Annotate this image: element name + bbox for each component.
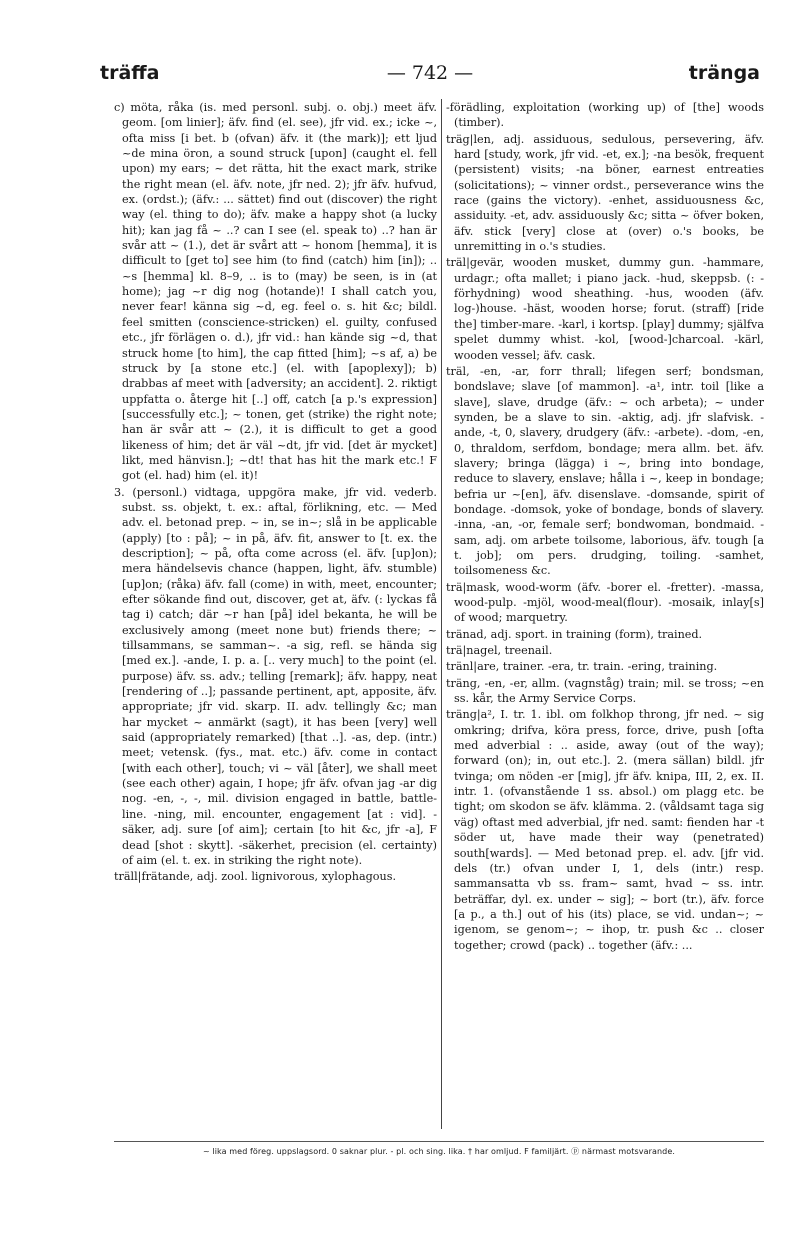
footer-divider [114,1141,764,1142]
right-column [446,100,764,954]
dictionary-entry: träng|a², I. tr. 1. ibl. om folkhop throng, jfr ned. ~ sig omkring; drifva, köra press, force, drive, push [ofta med adverbial : .. aside, away (out of the way); forward (on); in, out etc.]. 2. (mera sällan) bildl. jfr tvinga; om nöden -er [mig], jfr äfv. knipa, III, 2, ex. II. intr. 1. (ofvanstående 1 ss. absol.) om plagg etc. be tight; om skodon se äfv. klämma. 2. (våldsamt taga sig väg) oftast med adverbial, jfr ned. samt: fienden har -t söder ut, have made their way (penetrated) south[wards]. — Med betonad prep. el. adv. [jfr vid. dels (tr.) ofvan under I, 1, dels (intr.) resp. sammansatta vb ss. fram~ samt, hvad ~ ss. intr. beträffar, dyl. ex. under ~ sig]; ~ bort (tr.), äfv. force [a p., a th.] out of his (its) place, se vid. undan~; ~ igenom, se genom~; ~ ihop, tr. push &c .. closer together; crowd (pack) .. together (äfv.: ... [446,708,764,952]
dictionary-entry: träll|frätande, adj. zool. lignivorous, xylophagous. [114,870,397,884]
dictionary-entry: trä|nagel, treenail. [446,644,553,658]
dictionary-entry: -förädling, exploitation (working up) of [the] woods (timber). [446,101,764,130]
column-divider [441,99,442,1129]
dictionary-entry: 3. (personl.) vidtaga, uppgöra make, jfr vid. vederb. subst. ss. objekt, t. ex.: aftal, förlikning, etc. — Med adv. el. betonad prep. ~ in, se in~; slå in be applicable (apply) [to : på]; ~ in på, äfv. fit, answer to [t. ex. the description]; ~ på, ofta come across (el. äfv. [up]on); mera händelsevis chance (happen, light, äfv. stumble) [up]on; (råka) äfv. fall (come) in with, meet, encounter; efter sökande find out, discover, get at, äfv. (: lyckas få tag i) catch; där ~r han [på] idel bekanta, he will be exclusively among (meet none but) friends there; ~ tillsammans, se samman~. -a sig, refl. se hända sig [med ex.]. -ande, I. p. a. [.. very much] to the point (el. purpose) äfv. ss. adv.; telling [remark]; äfv. happy, neat [rendering of ..]; passande pertinent, apt, apposite, äfv. appropriate; jfr vid. skarp. II. adv. tellingly &c; man har mycket ~ anmärkt (sagt), it has been [very] well said (appropriately remarked) [that ..]. -as, dep. (intr.) meet; vetensk. (fys., mat. etc.) äfv. come in contact [with each other], touch; vi ~ väl [åter], we shall meet (see each other) again, I hope; jfr äfv. ofvan jag -ar dig nog. -en, -, -, mil. division engaged in battle, battle-line. -ning, mil. encounter, engagement [at : vid]. -säker, adj. sure [of aim]; certain [to hit &c, jfr -a], F dead [shot : skytt]. -säkerhet, precision (el. certainty) of aim (el. t. ex. in striking the right note). [114,485,437,867]
left-column [114,100,437,886]
dictionary-entry: trä|mask, wood-worm (äfv. -borer el. -fretter). -massa, wood-pulp. -mjöl, wood-meal(flour). -mosaik, inlay[s] of wood; marquetry. [446,580,764,625]
abbreviation-legend: ~ lika med föreg. uppslagsord. 0 saknar plur. - pl. och sing. lika. † har omljud. F familjärt. ⓟ närmast motsvarande. [202,1147,676,1156]
dictionary-entry: träg|len, adj. assiduous, sedulous, persevering, äfv. hard [study, work, jfr vid. -et, ex.]; -na besök, frequent (persistent) visits; -na böner, earnest entreaties (solicitations); ~ vinner ordst., perseverance wins the race (gains the victory). -enhet, assiduousness &c, assiduity. -et, adv. assiduously &c; sitta ~ öfver boken, äfv. stick [very] close at (over) o.'s books, be unremitting in o.'s studies. [446,132,764,254]
dictionary-entry: tränad, adj. sport. in training (form), trained. [446,627,703,641]
dictionary-entry: träl|gevär, wooden musket, dummy gun. -hammare, urdagr.; ofta mallet; i piano jack. -hud, skeppsb. (: -förhydning) wood sheathing. -hus, wooden (äfv. log-)house. -häst, wooden horse; forut. (straff) [ride the] timber-mare. -karl, i kortsp. [play] dummy; själfva spelet dummy whist. -kol, [wood-]charcoal. -kärl, wooden vessel; äfv. cask. [446,256,764,362]
left-running-headword: träffa [100,62,160,84]
right-running-headword: tränga [688,62,760,84]
dictionary-entry: c) möta, råka (is. med personl. subj. o. obj.) meet äfv. geom. [om linier]; äfv. find (el. see), jfr vid. ex.; icke ~, ofta miss [i bet. b (ofvan) äfv. it (the mark)]; ett ljud ~de mina öron, a sound struck [upon] (caught el. fell upon) my ears; ~ det rätta, hit the exact mark, strike the right mean (el. äfv. note, jfr ned. 2); jfr äfv. hufvud, ex. (ordst.); (äfv.: ... sättet) find out (discover) the right way (el. thing to do); äfv. make a happy shot (a lucky hit); kan jag få ~ ..? can I see (el. speak to) ..? han är svår att ~ (1.), det är svårt att ~ honom [hemma], it is difficult to [get to] see him (to find (catch) him [in]); .. ~s [hemma] kl. 8–9, .. is to (may) be seen, is in (at home); jag ~r dig nog (hotande)! I shall catch you, never fear! känna sig ~d, eg. feel o. s. hit &c; bildl. feel smitten (conscience-stricken) el. guilty, confused etc., jfr förlägen o. d.), jfr vid.: han kände sig ~d, that struck home [to him], the cap fitted [him]; ~s af, a) be struck by [a stone etc.] (el. with [apoplexy]); b) drabbas af meet with [adversity; an accident]. 2. riktigt uppfatta o. återge hit [..] off, catch [a p.'s expression] [successfully etc.]; ~ tonen, get (strike) the right note; han är svår att ~ (2.), it is difficult to get a good likeness of him; det är väl ~dt, jfr vid. [det är mycket] likt, med hänvisn.]; ~dt! that has hit the mark etc.! F got (el. had) him (el. it)! [114,101,437,483]
page-header [100,62,760,92]
dictionary-entry: tränl|are, trainer. -era, tr. train. -ering, training. [446,660,718,674]
page-number: — 742 — [386,62,474,84]
dictionary-entry: träl, -en, -ar, forr thrall; lifegen serf; bondsman, bondslave; slave [of mammon]. -a¹, intr. toil [like a slave], slave, drudge (äfv.: ~ och arbeta); ~ under synden, be a slave to sin. -aktig, adj. jfr slafvisk. -ande, -t, 0, slavery, drudgery (äfv.: -arbete). -dom, -en, 0, thraldom, serfdom, bondage; mera allm. bet. äfv. slavery; bringa (lägga) i ~, bring into bondage, reduce to slavery, enslave; hålla i ~, keep in bondage; befria ur ~[en], äfv. disenslave. -domsande, spirit of bondage. -domsok, yoke of bondage, bonds of slavery. -inna, -an, -or, female serf; bondwoman, bondmaid. -sam, adj. om arbete toilsome, laborious, äfv. tough [a t. job]; om pers. drudging, toiling. -samhet, toilsomeness &c. [446,364,764,578]
dictionary-entry: träng, -en, -er, allm. (vagnståg) train; mil. se tross; ~en ss. kår, the Army Service Corps. [446,676,764,706]
